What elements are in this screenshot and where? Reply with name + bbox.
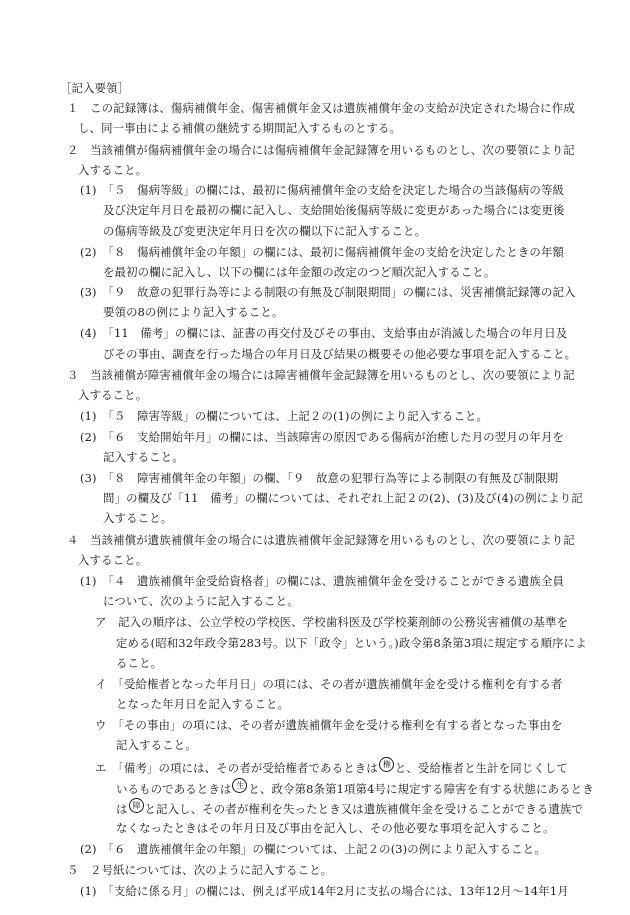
item-2-4-line-1: (4) 「11 備考」の欄には、証書の再交付及びその事由、支給事由が消滅した場合の年月日及 (80, 326, 568, 340)
item-3-2-line-2: 記入すること。 (103, 450, 184, 464)
item-3-2-line-1: (2) 「６ 支給開始年月」の欄には、当該障害の原因である傷病が治癒した月の翌月の年月を (80, 430, 565, 444)
item-4-1-u-line-1: ウ 「その事由」の項には、その者が遺族補償年金を受ける権利を有する者となった事由を (95, 718, 563, 732)
item-2-3-line-1: (3) 「９ 故意の犯罪行為等による制限の有無及び制限期間」の欄には、災害補償記録簿の記入 (80, 285, 576, 299)
item-1-line-2: し、同一事由による補償の継続する期間記入するものとする。 (78, 121, 402, 135)
item-4-1-i-line-2: となった年月日を記入すること。 (116, 697, 290, 711)
section-heading: ［記入要領］ (60, 81, 130, 95)
text-segment: と、政令第8条第1項第4号に規定する障害を有する状態にあるとき (248, 782, 594, 796)
item-4-1-a-line-1: ア 記入の順序は、公立学校の学校医、学校歯科医及び学校薬剤師の公務災害補償の基準を (95, 615, 569, 629)
item-2-1-line-1: (1) 「５ 傷病等級」の欄には、最初に傷病補償年金の支給を決定した場合の当該傷病の等級 (80, 183, 565, 197)
item-4-1-line-1: (1) 「４ 遺族補償年金受給資格者」の欄には、遺族補償年金を受けることができる遺族全員 (80, 574, 565, 588)
circled-mark-ken: 権 (379, 757, 394, 772)
item-4-1-e-line-4: なくなったときはその年月日及び事由を記入し、その他必要な事項を記入すること。 (116, 821, 555, 835)
text-segment: いるものであるときは (116, 782, 232, 796)
item-2-1-line-2: 及び決定年月日を最初の欄に記入し、支給開始後傷病等級に変更があった場合には変更後 (103, 203, 565, 217)
text-segment: エ 「備考」の項には、その者が受給権者であるときは (95, 761, 378, 775)
item-5-1-line-1: (1) 「支給に係る月」の欄には、例えば平成14年2月に支払の場合には、13年12月～14年1月 (80, 884, 569, 898)
item-2-2-line-1: (2) 「８ 傷病補償年金の年額」の欄には、最初に傷病補償年金の支給を決定したときの年額 (80, 245, 565, 259)
text-segment: は (116, 802, 128, 816)
item-4-1-a-line-2: 定める(昭和32年政令第283号。以下「政令」という。)政令第8条第3項に規定する順序によ (116, 636, 587, 650)
item-3-3-line-1: (3) 「８ 障害補償年金の年額」の欄、「９ 故意の犯罪行為等による制限の有無及び制限期 (80, 471, 559, 485)
item-3-1-line-1: (1) 「５ 障害等級」の欄については、上記２の(1)の例により記入すること。 (80, 409, 489, 423)
item-4-1-e-line-1 (95, 757, 568, 778)
item-2-1-line-3: の傷病等級及び変更決定年月日を次の欄以下に記入すること。 (103, 224, 427, 238)
item-4-line-1: ４ 当該補償が遺族補償年金の場合には遺族補償年金記録簿を用いるものとし、次の要領により記 (67, 533, 575, 547)
circled-mark-sho: 障 (129, 798, 144, 813)
text-segment: と記入し、その者が権利を失ったとき又は遺族補償年金を受けることができる遺族で (144, 802, 584, 816)
item-2-line-2: 入すること。 (78, 163, 148, 177)
circled-mark-sei: 生 (232, 778, 247, 793)
text-segment: と、受給権者と生計を同じくして (394, 761, 568, 775)
item-2-line-1: ２ 当該補償が傷病補償年金の場合には傷病補償年金記録簿を用いるものとし、次の要領により記 (67, 143, 575, 157)
item-4-1-e-line-2 (116, 778, 594, 799)
item-2-3-line-2: 要領の8の例により記入すること。 (103, 305, 284, 319)
item-3-line-2: 入すること。 (78, 388, 148, 402)
item-3-3-line-2: 間」の欄及び「11 備考」の欄については、それぞれ上記２の(2)、(3)及び(4)の例により記 (103, 491, 583, 505)
item-4-1-line-2: について、次のように記入すること。 (103, 594, 299, 608)
item-3-3-line-3: 入すること。 (103, 511, 173, 525)
item-2-4-line-2: びその事由、調査を行った場合の年月日及び結果の概要その他必要な事項を記入すること。 (103, 347, 577, 361)
item-3-line-1: ３ 当該補償が障害補償年金の場合には障害補償年金記録簿を用いるものとし、次の要領により記 (67, 368, 575, 382)
item-4-2-line-1: (2) 「６ 遺族補償年金の年額」の欄については、上記２の(3)の例により記入すること。 (80, 842, 546, 856)
item-4-1-e-line-3 (116, 798, 583, 819)
item-4-1-i-line-1: イ 「受給権者となった年月日」の項には、その者が遺族補償年金を受ける権利を有する者 (95, 677, 563, 691)
item-2-2-line-2: を最初の欄に記入し、以下の欄には年金額の改定のつど順次記入すること。 (103, 265, 496, 279)
item-4-1-u-line-2: 記入すること。 (116, 738, 197, 752)
item-1-line-1: １ この記録簿は、傷病補償年金、傷害補償年金又は遺族補償年金の支給が決定された場合に作成 (67, 101, 575, 115)
item-5-line-1: ５ ２号紙については、次のように記入すること。 (67, 863, 333, 877)
item-4-line-2: 入すること。 (78, 553, 148, 567)
item-4-1-a-line-3: ること。 (116, 656, 163, 670)
